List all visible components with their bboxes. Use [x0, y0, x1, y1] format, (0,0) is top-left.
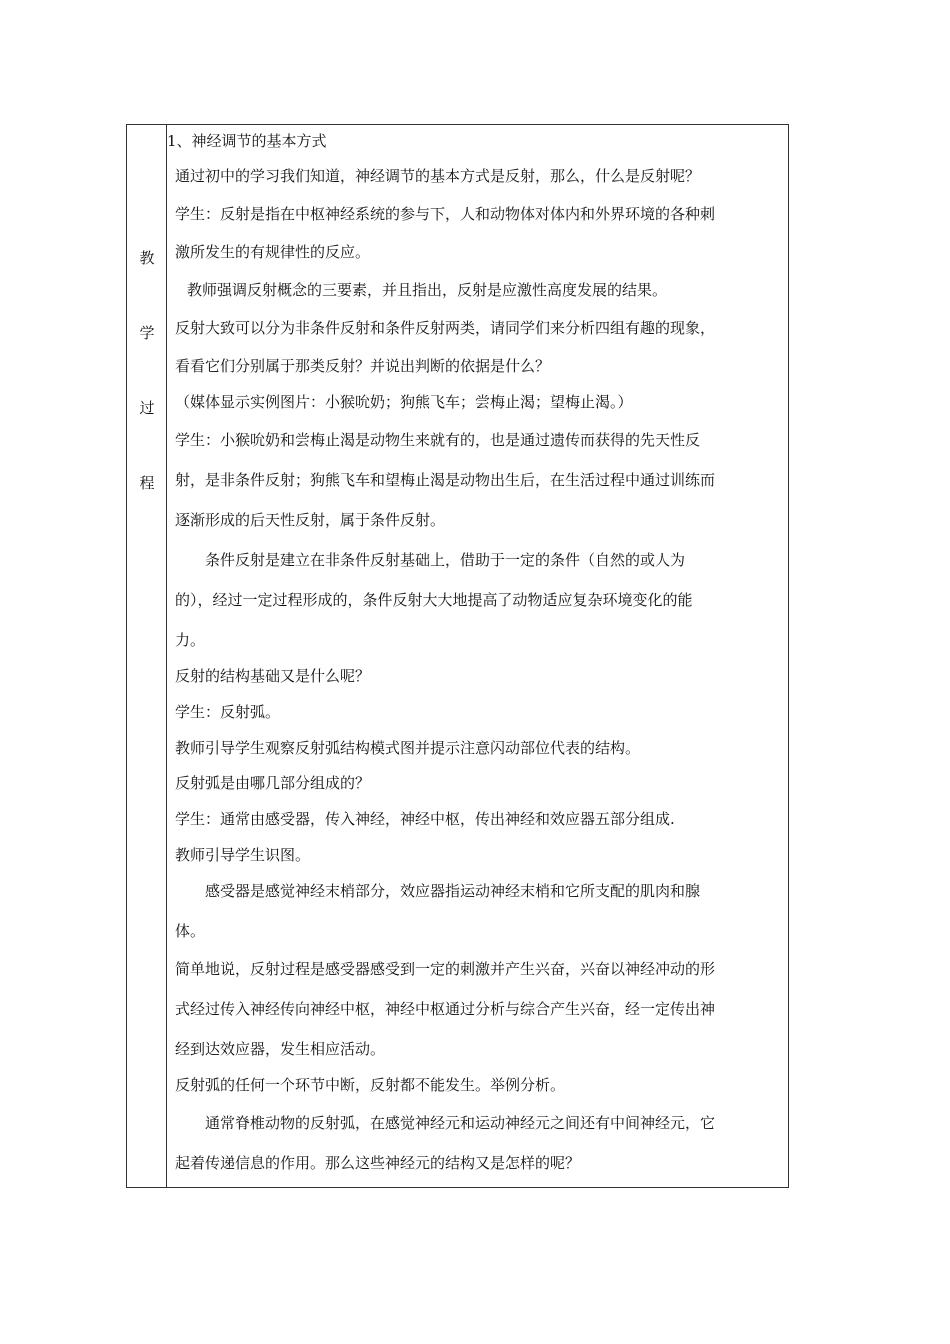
section-label-char: 程 [139, 474, 155, 492]
text-line: 的），经过一定过程形成的，条件反射大大地提高了动物适应复杂环境变化的能 [175, 591, 693, 609]
text-line: 经到达效应器，发生相应活动。 [175, 1040, 386, 1058]
text-line: 反射大致可以分为非条件反射和条件反射两类，请同学们来分析四组有趣的现象， [175, 319, 716, 337]
text-line: 看看它们分别属于那类反射？并说出判断的依据是什么？ [175, 357, 551, 375]
text-line: 学生：通常由感受器，传入神经，神经中枢，传出神经和效应器五部分组成. [175, 810, 675, 828]
text-line: 感受器是感觉神经末梢部分，效应器指运动神经末梢和它所支配的肌肉和腺 [205, 882, 701, 900]
text-line: 逐渐形成的后天性反射，属于条件反射。 [175, 511, 446, 529]
text-line: 教师引导学生识图。 [175, 846, 311, 864]
text-line: 简单地说，反射过程是感受器感受到一定的刺激并产生兴奋，兴奋以神经冲动的形 [175, 960, 716, 978]
text-line: 通常脊椎动物的反射弧，在感觉神经元和运动神经元之间还有中间神经元，它 [205, 1114, 716, 1132]
text-line: 学生：小猴吮奶和尝梅止渴是动物生来就有的，也是通过遗传而获得的先天性反 [175, 431, 701, 449]
text-line: （媒体显示实例图片：小猴吮奶；狗熊飞车；尝梅止渴；望梅止渴。） [175, 393, 633, 411]
text-line: 条件反射是建立在非条件反射基础上，借助于一定的条件（自然的或人为 [205, 551, 686, 569]
text-line: 激所发生的有规律性的反应。 [175, 243, 371, 261]
text-line: 反射弧的任何一个环节中断，反射都不能发生。举例分析。 [175, 1076, 566, 1094]
text-line: 力。 [175, 631, 206, 649]
section-label-char: 过 [139, 399, 155, 417]
text-line: 教师引导学生观察反射弧结构模式图并提示注意闪动部位代表的结构。 [175, 739, 641, 757]
text-line: 教师强调反射概念的三要素，并且指出，反射是应激性高度发展的结果。 [187, 281, 668, 299]
text-line: 体。 [175, 922, 206, 940]
text-line: 学生：反射是指在中枢神经系统的参与下，人和动物体对体内和外界环境的各种刺 [175, 205, 716, 223]
text-line: 反射弧是由哪几部分组成的？ [175, 774, 371, 792]
section-label-char: 教 [139, 249, 155, 267]
text-line: 射，是非条件反射；狗熊飞车和望梅止渴是动物出生后，在生活过程中通过训练而 [175, 471, 716, 489]
heading-line: 1、神经调节的基本方式 [167, 132, 327, 150]
section-label-cell [127, 125, 167, 1187]
text-line: 式经过传入神经传向神经中枢，神经中枢通过分析与综合产生兴奋，经一定传出神 [175, 1000, 716, 1018]
text-line: 学生：反射弧。 [175, 703, 281, 721]
text-line: 通过初中的学习我们知道，神经调节的基本方式是反射，那么，什么是反射呢？ [175, 167, 701, 185]
section-label-char: 学 [139, 324, 155, 342]
text-line: 反射的结构基础又是什么呢？ [175, 667, 371, 685]
lesson-table [126, 124, 789, 1188]
text-line: 起着传递信息的作用。那么这些神经元的结构又是怎样的呢？ [175, 1154, 581, 1172]
